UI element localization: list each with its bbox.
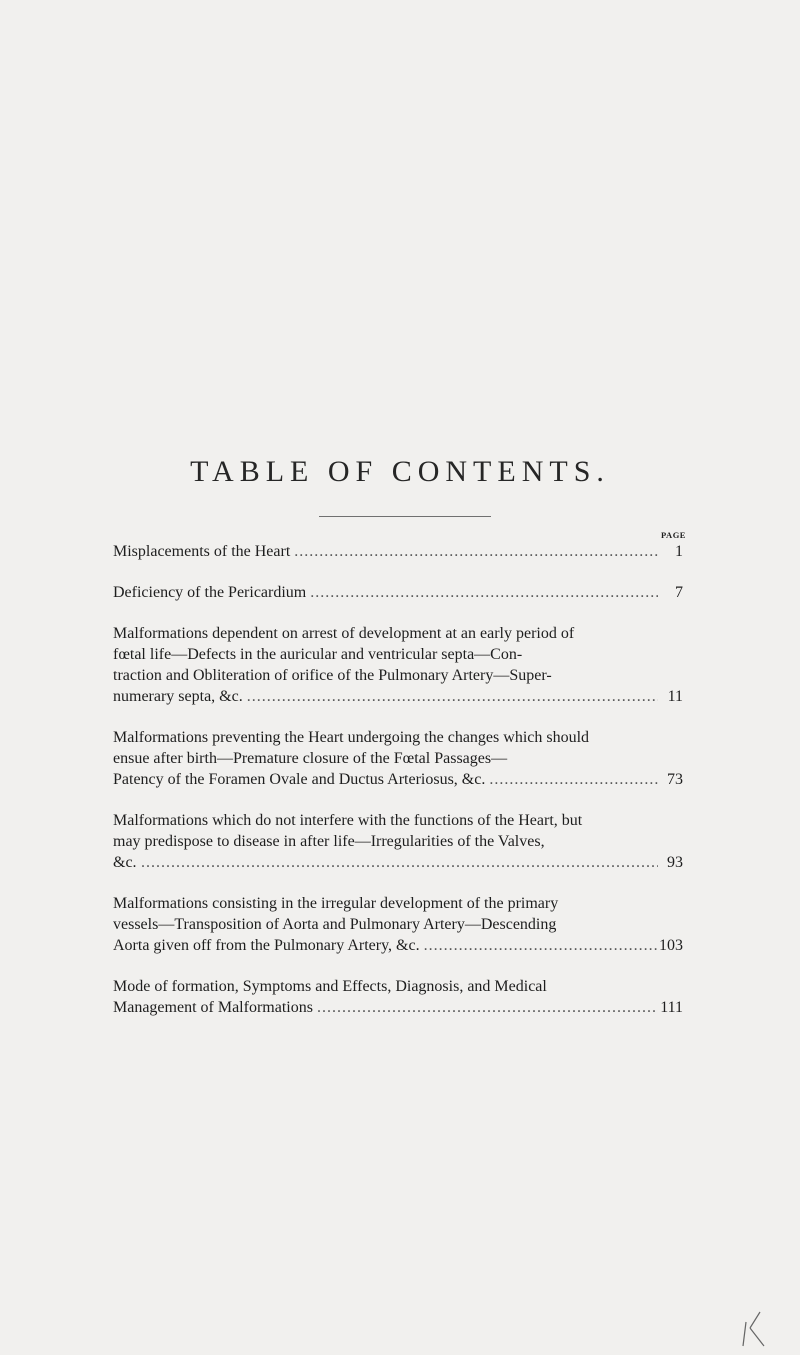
toc-entry-valves: Malformations which do not interfere with the functions of the Heart, but may predispose to disease in after life—Irregularities of the Valves, &c. ..... 93 [113,810,683,873]
toc-entry-primary-vessels [113,893,683,956]
toc-entry-page: 73 [667,771,683,788]
toc-entry-title: numerary septa, &c. [113,688,243,705]
toc-entry-line: vessels—Transposition of Aorta and Pulmonary Artery—Descending [113,916,557,933]
toc-entry-line: Malformations which do not interfere with the functions of the Heart, but [113,812,583,829]
toc-entry-page: 11 [667,688,683,705]
toc-entry-page: 103 [659,937,683,954]
toc-entry-changes-after-birth [113,727,683,790]
toc-entry-line: Malformations dependent on arrest of development at an early period of [113,625,575,642]
toc-entry-misplacements [113,541,683,562]
dot-leader [293,541,658,562]
toc-entry-line: Malformations consisting in the irregular development of the primary [113,895,559,912]
corner-pencil-mark [740,1300,770,1350]
table-of-contents [113,541,683,1038]
page-column-header: PAGE [661,530,686,540]
toc-entry-line: ensue after birth—Premature closure of the Fœtal Passages— [113,750,508,767]
title-divider [319,516,491,517]
toc-entry-page: 7 [675,584,683,601]
toc-entry-title: Misplacements of the Heart [113,543,291,560]
dot-leader [309,582,658,603]
toc-entry-line: fœtal life—Defects in the auricular and ventricular septa—Con- [113,646,523,663]
toc-entry-line: traction and Obliteration of orifice of the Pulmonary Artery—Super- [113,667,552,684]
toc-entry-page: 1 [675,543,683,560]
dot-leader [423,935,658,956]
toc-entry-pericardium [113,582,683,603]
toc-entry-page: 93 [667,854,683,871]
dot-leader [140,852,658,873]
toc-entry-mode-of-formation [113,976,683,1018]
toc-entry-title: Aorta given off from the Pulmonary Artery, &c. [113,937,420,954]
toc-entry-line: Malformations preventing the Heart undergoing the changes which should [113,729,590,746]
toc-entry-title: Patency of the Foramen Ovale and Ductus Arteriosus, &c. [113,771,486,788]
dot-leader [488,769,658,790]
dot-leader [316,997,658,1018]
toc-entry-title: Management of Malformations [113,999,313,1016]
toc-entry-arrest-of-development [113,623,683,707]
toc-entry-line: may predispose to disease in after life—Irregularities of the Valves, [113,833,545,850]
page-title: TABLE OF CONTENTS. [190,455,610,488]
dot-leader [246,686,658,707]
toc-entry-page: 111 [660,999,683,1016]
toc-entry-line: Mode of formation, Symptoms and Effects, Diagnosis, and Medical [113,978,547,995]
toc-entry-title: Deficiency of the Pericardium [113,584,307,601]
